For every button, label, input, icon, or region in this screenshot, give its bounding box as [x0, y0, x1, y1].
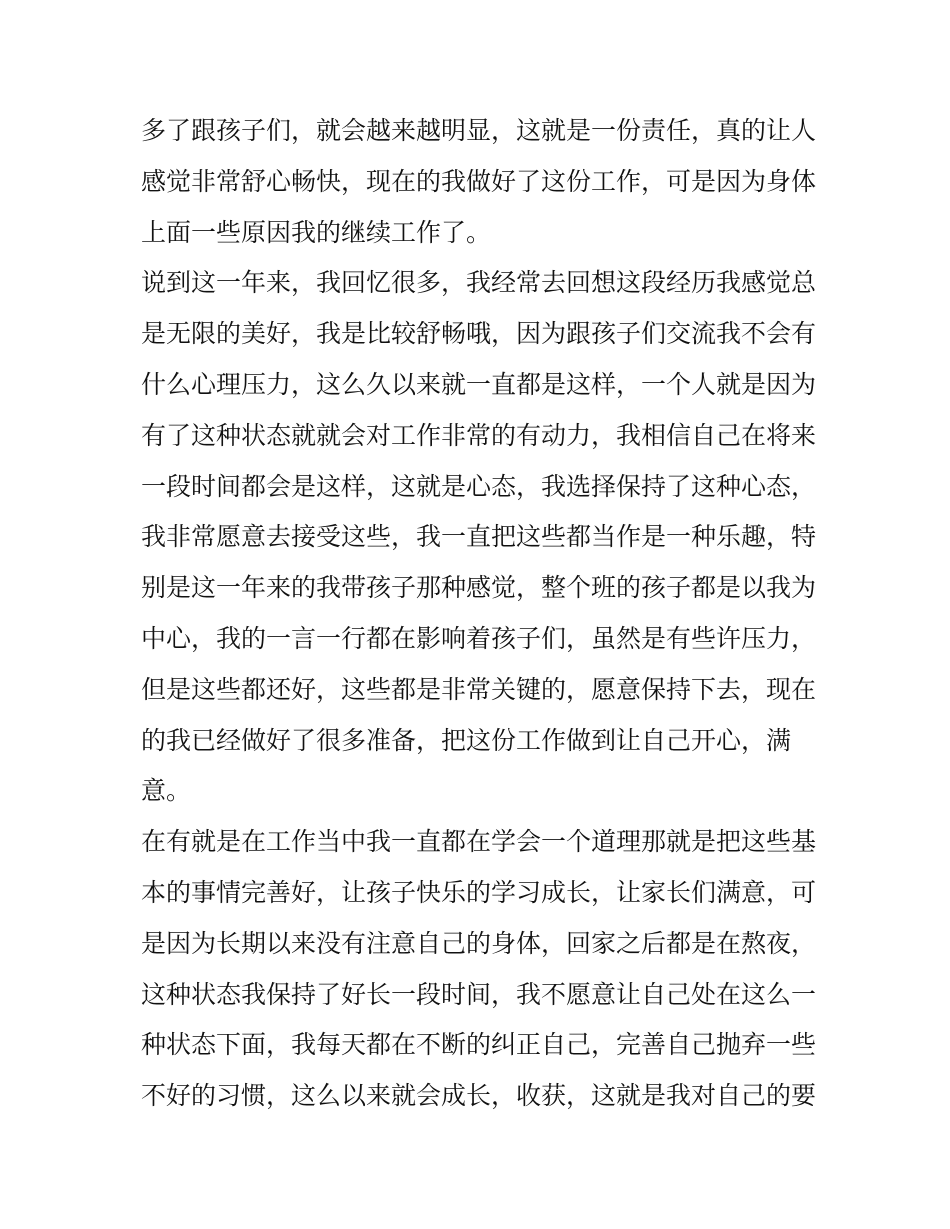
- text-line: 种状态下面，我每天都在不断的纠正自己，完善自己抛弃一些: [141, 1030, 817, 1060]
- text-line: 多了跟孩子们，就会越来越明显，这就是一份责任，真的让人: [141, 116, 817, 145]
- text-line: 的我已经做好了很多准备，把这份工作做到让自己开心，满: [141, 725, 792, 755]
- text-line: 一段时间都会是这样，这就是心态，我选择保持了这种心态，: [141, 471, 817, 501]
- body-text: [141, 106, 817, 1122]
- text-line: 什么心理压力，这么久以来就一直都是这样，一个人就是因为: [141, 369, 817, 399]
- text-line: 中心，我的一言一行都在影响着孩子们，虽然是有些许压力，: [141, 623, 817, 653]
- text-line: 在有就是在工作当中我一直都在学会一个道理那就是把这些基: [141, 827, 817, 857]
- text-line: 别是这一年来的我带孩子那种感觉，整个班的孩子都是以我为: [141, 573, 817, 603]
- text-line: 是无限的美好，我是比较舒畅哦，因为跟孩子们交流我不会有: [141, 319, 817, 349]
- text-line: 但是这些都还好，这些都是非常关键的，愿意保持下去，现在: [141, 674, 817, 704]
- text-line: 本的事情完善好，让孩子快乐的学习成长，让家长们满意，可: [141, 877, 817, 907]
- text-line: 有了这种状态就就会对工作非常的有动力，我相信自己在将来: [141, 420, 817, 450]
- text-line: 上面一些原因我的继续工作了。: [141, 217, 492, 247]
- text-line: 说到这一年来，我回忆很多，我经常去回想这段经历我感觉总: [141, 268, 817, 298]
- text-line: 我非常愿意去接受这些，我一直把这些都当作是一种乐趣，特: [141, 522, 817, 552]
- text-line: 不好的习惯，这么以来就会成长，收获，这就是我对自己的要: [141, 1081, 817, 1111]
- text-line: 这种状态我保持了好长一段时间，我不愿意让自己处在这么一: [141, 979, 817, 1009]
- text-line: 是因为长期以来没有注意自己的身体，回家之后都是在熬夜，: [141, 928, 817, 958]
- text-line: 意。: [141, 776, 192, 806]
- text-line: 感觉非常舒心畅快，现在的我做好了这份工作，可是因为身体: [141, 166, 817, 196]
